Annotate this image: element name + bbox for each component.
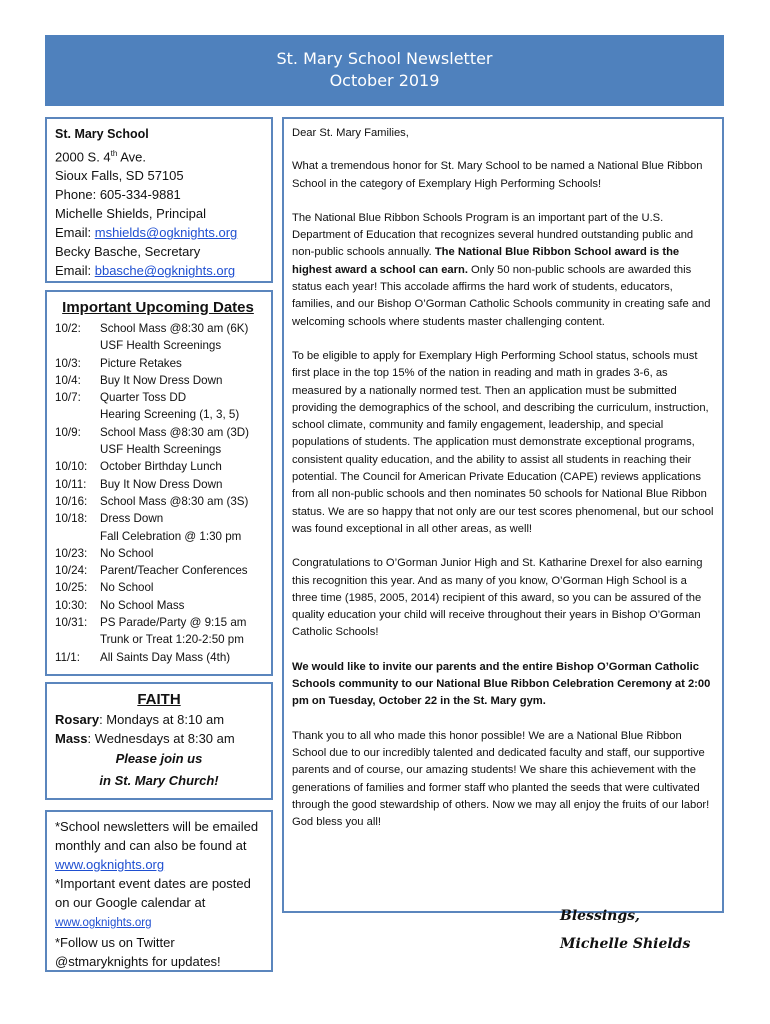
date-label: 10/16: — [55, 494, 88, 508]
letter-paragraph-5: We would like to invite our parents and the entire Bishop O’Gorman Catholic Schools community to our National Blue Ribbon Celebration Ceremony at 2:00 pm on Tuesday, October 22 in the St. Mary gym. — [292, 660, 711, 708]
date-label: 10:30: — [55, 598, 88, 612]
date-event: All Saints Day Mass (4th) — [100, 650, 231, 664]
date-item — [55, 614, 265, 631]
phone: Phone: 605-334-9881 — [55, 187, 181, 203]
date-event: Parent/Teacher Conferences — [100, 564, 248, 578]
date-label: 10/9: — [55, 425, 81, 439]
address: 2000 S. 4th Ave. — [55, 149, 147, 165]
date-event: School Mass @8:30 am (6K) — [100, 322, 249, 335]
date-item — [55, 649, 265, 666]
date-item — [55, 355, 265, 372]
newsletter-info: *School newsletters will be emailed monthly and can also be found at www.ogknights.org — [55, 819, 259, 872]
calendar-link[interactable]: www.ogknights.org — [55, 917, 152, 929]
date-label: 10/10: — [55, 460, 88, 474]
date-event-extra: USF Health Screenings — [100, 339, 222, 353]
date-event: No School Mass — [100, 598, 185, 612]
date-event: Buy It Now Dress Down — [100, 373, 223, 387]
newsletter-title: St. Mary School Newsletter — [276, 49, 493, 68]
date-label: 10/4: — [55, 373, 81, 387]
date-label: 10/3: — [55, 356, 81, 370]
newsletter-date: October 2019 — [329, 71, 440, 90]
date-event: Buy It Now Dress Down — [100, 477, 223, 491]
invite-line-1: Please join us — [115, 751, 203, 766]
principal-email-link[interactable]: mshields@ogknights.org — [94, 225, 238, 241]
date-event-extra: USF Health Screenings — [100, 443, 222, 457]
contact-box — [45, 117, 273, 283]
date-label: 10/7: — [55, 391, 81, 405]
faith-title: FAITH — [137, 691, 181, 708]
date-item — [55, 389, 265, 406]
date-item — [55, 320, 265, 337]
dates-title: Important Upcoming Dates — [62, 299, 254, 316]
date-event: School Mass @8:30 am (3D) — [100, 425, 250, 439]
principal: Michelle Shields, Principal — [55, 206, 207, 222]
date-item — [55, 562, 265, 579]
date-item — [55, 579, 265, 596]
date-event: Dress Down — [100, 512, 164, 526]
calendar-info: *Important event dates are posted on our Google calendar at www.ogknights.org — [55, 876, 251, 929]
letter-paragraph-6: Thank you to all who made this honor possible! We are a National Blue Ribbon School due to our incredibly talented and dedicated faculty and staff, our supportive parents and of course, our amazing students! We share this achievement with the generations of families and former staff who planted the seeds that were cultivated through the good stewardship of others. Now we may all enjoy the fruits of our labor! God bless you all! — [292, 729, 710, 829]
date-item — [55, 510, 265, 527]
date-label: 10/23: — [55, 546, 88, 560]
letter-paragraph-1: What a tremendous honor for St. Mary School to be named a National Blue Ribbon School in the category of Exemplary High Performing Schools! — [292, 160, 703, 190]
info-box — [45, 810, 273, 972]
letter-paragraph-4: Congratulations to O’Gorman Junior High and St. Katharine Drexel for also earning this recognition this year. And as many of you know, O’Gorman High School is a three time (1985, 2005, 2014) recipient of this award, so you can be assured of the quality education your child will receive throughout their years in Bishop O’Gorman Catholic Schools! — [292, 557, 703, 639]
secretary: Becky Basche, Secretary — [55, 244, 201, 260]
closing-signature: Michelle Shields — [560, 936, 691, 952]
letter-greeting: Dear St. Mary Families, — [292, 127, 409, 139]
date-item — [55, 545, 265, 562]
date-label: 10/18: — [55, 512, 88, 526]
date-event-extra: Trunk or Treat 1:20-2:50 pm — [100, 633, 244, 647]
date-event: Quarter Toss DD — [100, 391, 187, 405]
letter-paragraph-2: The National Blue Ribbon Schools Program is an important part of the U.S. Department of Education that recognizes several hundred outstanding public and non-public schools annually. The National Blue Ribbon School award is the highest award a school can earn. Only 50 non-public schools are awarded this status each year! This accolade affirms the hard work of students, educators, families, and our Bishop O’Gorman Catholic Schools community in creating safe and welcoming schools where students master challenging content. — [292, 211, 711, 328]
date-item — [55, 493, 265, 510]
date-label: 10/31: — [55, 616, 88, 630]
principal-email: Email: mshields@ogknights.org — [55, 225, 238, 241]
date-item — [55, 372, 265, 389]
date-event-extra: Hearing Screening (1, 3, 5) — [100, 408, 240, 422]
invite-line-2: in St. Mary Church! — [99, 773, 219, 788]
date-event: Picture Retakes — [100, 356, 182, 370]
date-label: 10/11: — [55, 477, 87, 491]
date-event: No School — [100, 546, 154, 560]
date-label: 10/2: — [55, 322, 81, 335]
date-event: School Mass @8:30 am (3S) — [100, 494, 249, 508]
newsletter-header — [45, 35, 724, 106]
secretary-email: Email: bbasche@ogknights.org — [55, 263, 236, 279]
twitter-info: *Follow us on Twitter @stmaryknights for updates! — [55, 935, 221, 969]
date-event: No School — [100, 581, 154, 595]
date-event-extra: Fall Celebration @ 1:30 pm — [100, 529, 242, 543]
date-item — [55, 476, 265, 493]
mass-line: Mass: Wednesdays at 8:30 am — [55, 731, 235, 746]
faith-box — [45, 682, 273, 800]
school-name: St. Mary School — [55, 127, 149, 141]
date-item — [55, 458, 265, 475]
date-label: 10/24: — [55, 564, 88, 578]
date-event: PS Parade/Party @ 9:15 am — [100, 616, 247, 630]
upcoming-dates-box — [45, 290, 273, 676]
letter-paragraph-3: To be eligible to apply for Exemplary High Performing School status, schools must first place in the top 15% of the nation in reading and math in grades 3-6, as measured by a nationally normed test. Then an application must be submitted providing the demographics of the school, and describing the curriculum, instruction, school climate, community and family engagement, leadership, and special populations of students. The application must demonstrate exceptional programs, consistent quality education, and the ability to assist all students in reaching their potential. The Council for American Private Education (CAPE) reviews applications from all non-public schools and then nominates 50 schools for National Blue Ribbon status. We are so happy that not only are our test scores phenomenal, but our school was found exceptional in all other areas, as well! — [292, 349, 714, 535]
dates-list — [55, 320, 265, 666]
date-event: October Birthday Lunch — [100, 460, 222, 474]
date-item — [55, 597, 265, 614]
date-label: 11/1: — [55, 650, 80, 664]
closing-blessings: Blessings, — [560, 908, 640, 924]
rosary-line: Rosary: Mondays at 8:10 am — [55, 712, 225, 727]
date-label: 10/25: — [55, 581, 88, 595]
date-item — [55, 424, 265, 441]
letter-box — [282, 117, 724, 913]
website-link[interactable]: www.ogknights.org — [55, 857, 165, 872]
secretary-email-link[interactable]: bbasche@ogknights.org — [94, 263, 236, 279]
city: Sioux Falls, SD 57105 — [55, 168, 184, 184]
